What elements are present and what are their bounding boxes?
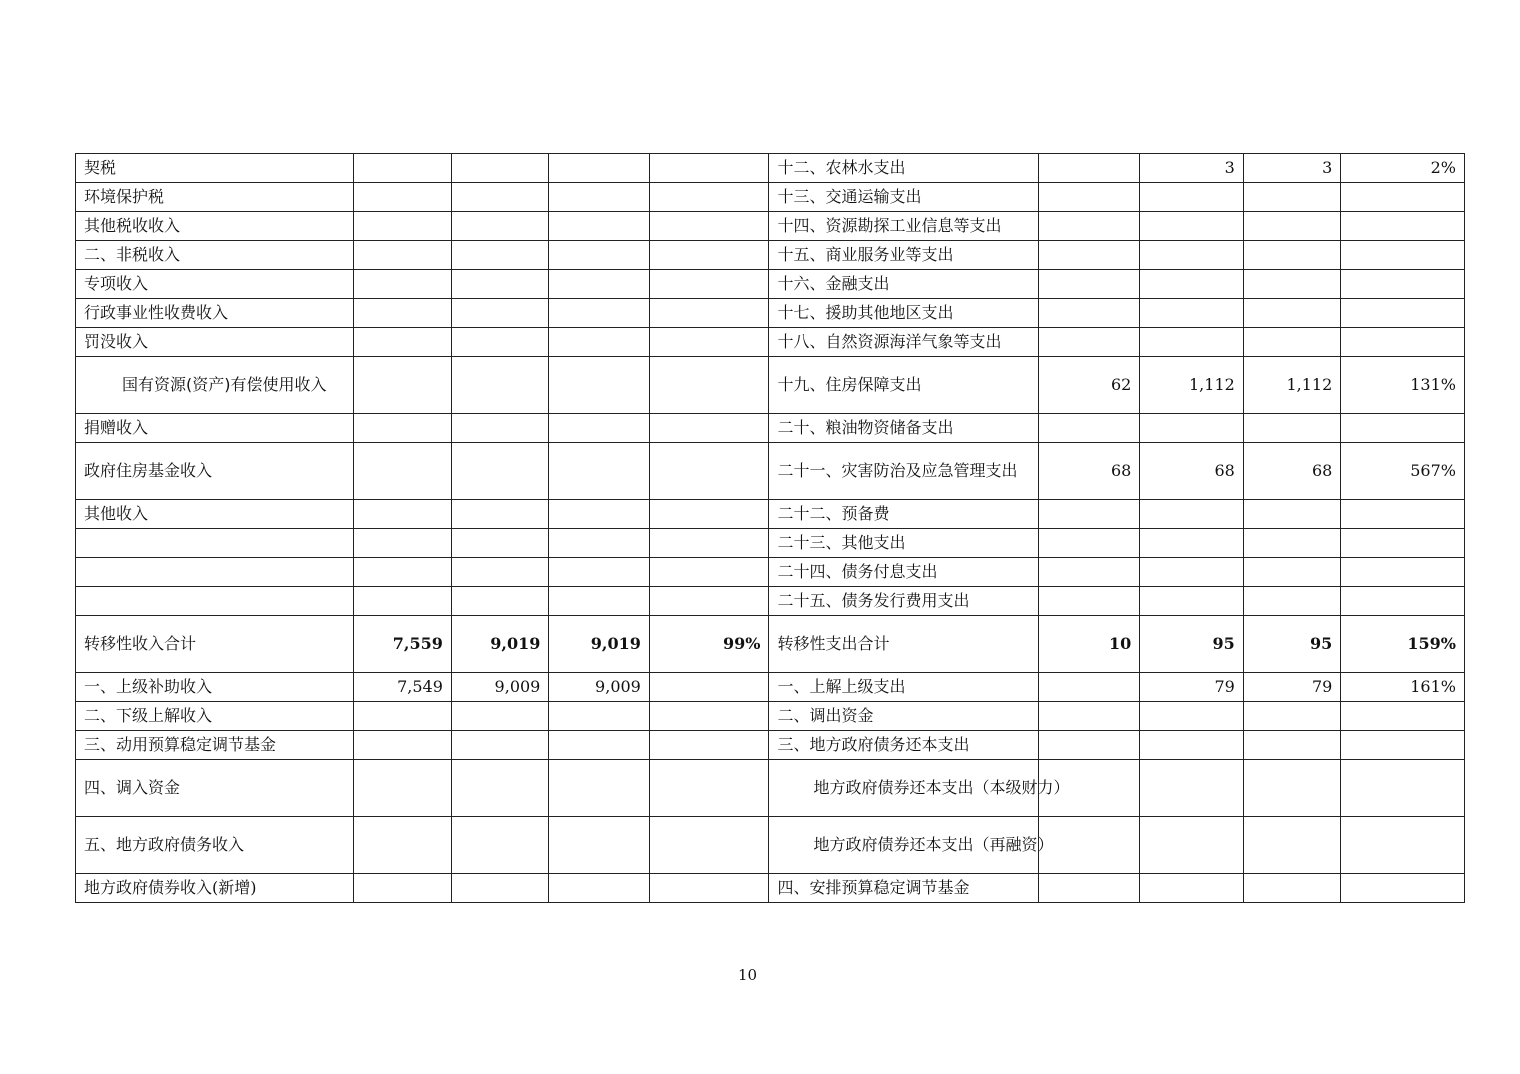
income-value (354, 529, 451, 558)
table-row (76, 817, 1465, 874)
table-row (76, 299, 1465, 328)
expense-value (1038, 212, 1140, 241)
expense-item: 二十三、其他支出 (769, 529, 1038, 558)
income-value (354, 212, 451, 241)
expense-value (1038, 241, 1140, 270)
table-row (76, 241, 1465, 270)
income-value (354, 443, 451, 500)
income-value (549, 154, 650, 183)
income-ratio (649, 731, 769, 760)
income-ratio (649, 500, 769, 529)
expense-item: 二十二、预备费 (769, 500, 1038, 529)
income-item: 罚没收入 (76, 328, 354, 357)
expense-ratio: 567% (1341, 443, 1465, 500)
expense-ratio (1341, 241, 1465, 270)
income-value (549, 760, 650, 817)
income-ratio (649, 357, 769, 414)
expense-ratio (1341, 212, 1465, 241)
transfer-total-row (76, 616, 1465, 673)
income-value (451, 414, 548, 443)
expense-item: 一、上解上级支出 (769, 673, 1038, 702)
income-item: 专项收入 (76, 270, 354, 299)
income-total-label: 转移性收入合计 (76, 616, 354, 673)
income-value (549, 587, 650, 616)
table-row (76, 874, 1465, 903)
expense-value (1243, 212, 1340, 241)
income-value (451, 558, 548, 587)
expense-item: 十二、农林水支出 (769, 154, 1038, 183)
income-value (549, 558, 650, 587)
expense-value (1140, 414, 1244, 443)
income-value (354, 357, 451, 414)
income-ratio (649, 414, 769, 443)
income-ratio (649, 817, 769, 874)
expense-value (1140, 874, 1244, 903)
income-ratio (649, 587, 769, 616)
expense-item: 地方政府债券还本支出（再融资） (769, 817, 1038, 874)
income-value (549, 414, 650, 443)
expense-item: 十八、自然资源海洋气象等支出 (769, 328, 1038, 357)
income-value (354, 328, 451, 357)
income-value (451, 500, 548, 529)
expense-value (1038, 702, 1140, 731)
income-value (451, 702, 548, 731)
income-value (451, 154, 548, 183)
income-value (354, 241, 451, 270)
expense-value (1038, 299, 1140, 328)
income-value (549, 529, 650, 558)
expense-item: 四、安排预算稳定调节基金 (769, 874, 1038, 903)
expense-item: 十三、交通运输支出 (769, 183, 1038, 212)
expense-ratio (1341, 328, 1465, 357)
expense-total-value: 95 (1140, 616, 1244, 673)
expense-value (1038, 414, 1140, 443)
expense-value (1140, 212, 1244, 241)
expense-value (1140, 183, 1244, 212)
table-row (76, 673, 1465, 702)
expense-value (1038, 731, 1140, 760)
expense-value (1038, 183, 1140, 212)
page-number: 10 (737, 966, 758, 984)
expense-value: 68 (1243, 443, 1340, 500)
income-item: 捐赠收入 (76, 414, 354, 443)
expense-value (1038, 529, 1140, 558)
income-ratio (649, 183, 769, 212)
income-value (451, 443, 548, 500)
expense-ratio: 161% (1341, 673, 1465, 702)
income-ratio (649, 270, 769, 299)
expense-value (1243, 558, 1340, 587)
expense-value: 68 (1140, 443, 1244, 500)
income-item: 其他收入 (76, 500, 354, 529)
expense-value (1243, 817, 1340, 874)
expense-ratio (1341, 731, 1465, 760)
expense-value (1140, 500, 1244, 529)
table-row (76, 731, 1465, 760)
expense-value (1038, 500, 1140, 529)
income-value (451, 587, 548, 616)
expense-item: 地方政府债券还本支出（本级财力） (769, 760, 1038, 817)
income-value (549, 241, 650, 270)
expense-item: 二十五、债务发行费用支出 (769, 587, 1038, 616)
income-value (451, 731, 548, 760)
expense-value (1038, 673, 1140, 702)
expense-item: 十七、援助其他地区支出 (769, 299, 1038, 328)
expense-ratio (1341, 587, 1465, 616)
table-row (76, 529, 1465, 558)
table-row (76, 443, 1465, 500)
expense-value (1038, 587, 1140, 616)
income-value (354, 731, 451, 760)
expense-value (1243, 299, 1340, 328)
table-row (76, 760, 1465, 817)
income-value (354, 702, 451, 731)
expense-ratio (1341, 874, 1465, 903)
expense-ratio (1341, 702, 1465, 731)
table-row (76, 270, 1465, 299)
expense-value: 3 (1140, 154, 1244, 183)
table-row (76, 587, 1465, 616)
expense-ratio (1341, 817, 1465, 874)
expense-value (1243, 760, 1340, 817)
expense-value: 79 (1243, 673, 1340, 702)
expense-value (1140, 558, 1244, 587)
income-value: 9,009 (451, 673, 548, 702)
income-value: 7,549 (354, 673, 451, 702)
income-value (451, 183, 548, 212)
expense-value (1140, 731, 1244, 760)
expense-item: 十六、金融支出 (769, 270, 1038, 299)
expense-value (1140, 241, 1244, 270)
expense-total-ratio: 159% (1341, 616, 1465, 673)
income-ratio (649, 299, 769, 328)
expense-value (1243, 731, 1340, 760)
income-item: 四、调入资金 (76, 760, 354, 817)
expense-item: 二十、粮油物资储备支出 (769, 414, 1038, 443)
income-value (549, 328, 650, 357)
expense-value (1243, 702, 1340, 731)
expense-value (1243, 328, 1340, 357)
income-ratio (649, 443, 769, 500)
income-value (354, 558, 451, 587)
income-value (451, 357, 548, 414)
expense-value: 3 (1243, 154, 1340, 183)
income-item: 国有资源(资产)有偿使用收入 (76, 357, 354, 414)
income-value (354, 760, 451, 817)
income-item: 行政事业性收费收入 (76, 299, 354, 328)
expense-item: 二十一、灾害防治及应急管理支出 (769, 443, 1038, 500)
income-ratio (649, 241, 769, 270)
income-item: 五、地方政府债务收入 (76, 817, 354, 874)
expense-value (1243, 183, 1340, 212)
income-value (549, 183, 650, 212)
expense-item: 十九、住房保障支出 (769, 357, 1038, 414)
expense-value (1243, 270, 1340, 299)
income-value (354, 299, 451, 328)
income-value (451, 328, 548, 357)
table-row (76, 212, 1465, 241)
income-value (354, 587, 451, 616)
income-value (549, 212, 650, 241)
income-item: 二、非税收入 (76, 241, 354, 270)
expense-value: 1,112 (1140, 357, 1244, 414)
expense-value (1038, 874, 1140, 903)
income-value (549, 270, 650, 299)
income-value (549, 443, 650, 500)
income-item: 二、下级上解收入 (76, 702, 354, 731)
expense-value (1038, 328, 1140, 357)
expense-value (1140, 270, 1244, 299)
expense-item: 十四、资源勘探工业信息等支出 (769, 212, 1038, 241)
table-row (76, 500, 1465, 529)
income-total-value: 9,019 (549, 616, 650, 673)
expense-value (1140, 328, 1244, 357)
expense-value (1243, 587, 1340, 616)
income-value (354, 270, 451, 299)
budget-table (75, 153, 1465, 903)
expense-ratio (1341, 558, 1465, 587)
income-ratio (649, 558, 769, 587)
income-item (76, 558, 354, 587)
expense-value (1038, 817, 1140, 874)
expense-value (1140, 817, 1244, 874)
expense-value (1140, 702, 1244, 731)
table-row (76, 558, 1465, 587)
income-item: 其他税收收入 (76, 212, 354, 241)
income-ratio (649, 212, 769, 241)
expense-item: 十五、商业服务业等支出 (769, 241, 1038, 270)
expense-ratio (1341, 270, 1465, 299)
expense-ratio (1341, 299, 1465, 328)
income-value (549, 874, 650, 903)
income-value (549, 500, 650, 529)
income-value (354, 500, 451, 529)
expense-value (1243, 874, 1340, 903)
table-row (76, 328, 1465, 357)
income-total-value: 7,559 (354, 616, 451, 673)
income-value (451, 270, 548, 299)
expense-value (1243, 500, 1340, 529)
income-ratio (649, 702, 769, 731)
income-ratio (649, 529, 769, 558)
table-row (76, 357, 1465, 414)
expense-value (1140, 587, 1244, 616)
income-total-ratio: 99% (649, 616, 769, 673)
income-ratio (649, 673, 769, 702)
income-item: 三、动用预算稳定调节基金 (76, 731, 354, 760)
income-value (451, 760, 548, 817)
income-total-value: 9,019 (451, 616, 548, 673)
expense-value (1140, 299, 1244, 328)
expense-value (1140, 760, 1244, 817)
expense-ratio (1341, 500, 1465, 529)
income-item: 契税 (76, 154, 354, 183)
income-value (549, 817, 650, 874)
expense-value: 68 (1038, 443, 1140, 500)
expense-item: 二、调出资金 (769, 702, 1038, 731)
expense-value (1038, 154, 1140, 183)
income-value (549, 357, 650, 414)
expense-value (1140, 529, 1244, 558)
income-item: 环境保护税 (76, 183, 354, 212)
expense-value: 62 (1038, 357, 1140, 414)
income-value (451, 529, 548, 558)
income-item: 政府住房基金收入 (76, 443, 354, 500)
income-item: 地方政府债券收入(新增) (76, 874, 354, 903)
income-value (549, 731, 650, 760)
income-value (549, 299, 650, 328)
income-value (451, 874, 548, 903)
expense-ratio (1341, 183, 1465, 212)
expense-ratio: 2% (1341, 154, 1465, 183)
income-value (451, 241, 548, 270)
expense-ratio (1341, 760, 1465, 817)
income-value (451, 817, 548, 874)
income-value (354, 183, 451, 212)
expense-ratio: 131% (1341, 357, 1465, 414)
table-row (76, 154, 1465, 183)
expense-total-value: 95 (1243, 616, 1340, 673)
income-value (451, 299, 548, 328)
expense-total-label: 转移性支出合计 (769, 616, 1038, 673)
income-value (451, 212, 548, 241)
expense-value (1243, 529, 1340, 558)
expense-item: 二十四、债务付息支出 (769, 558, 1038, 587)
expense-total-value: 10 (1038, 616, 1140, 673)
expense-item: 三、地方政府债务还本支出 (769, 731, 1038, 760)
income-item: 一、上级补助收入 (76, 673, 354, 702)
expense-value (1243, 414, 1340, 443)
income-value (354, 154, 451, 183)
income-ratio (649, 328, 769, 357)
expense-ratio (1341, 414, 1465, 443)
income-ratio (649, 760, 769, 817)
expense-value (1038, 270, 1140, 299)
income-item (76, 529, 354, 558)
table-row (76, 702, 1465, 731)
income-ratio (649, 154, 769, 183)
income-item (76, 587, 354, 616)
income-value (549, 702, 650, 731)
income-value (354, 874, 451, 903)
expense-ratio (1341, 529, 1465, 558)
expense-value (1243, 241, 1340, 270)
income-value (354, 817, 451, 874)
expense-value: 79 (1140, 673, 1244, 702)
table-row (76, 414, 1465, 443)
income-value (354, 414, 451, 443)
expense-value: 1,112 (1243, 357, 1340, 414)
table-row (76, 183, 1465, 212)
income-value: 9,009 (549, 673, 650, 702)
income-ratio (649, 874, 769, 903)
expense-value (1038, 558, 1140, 587)
